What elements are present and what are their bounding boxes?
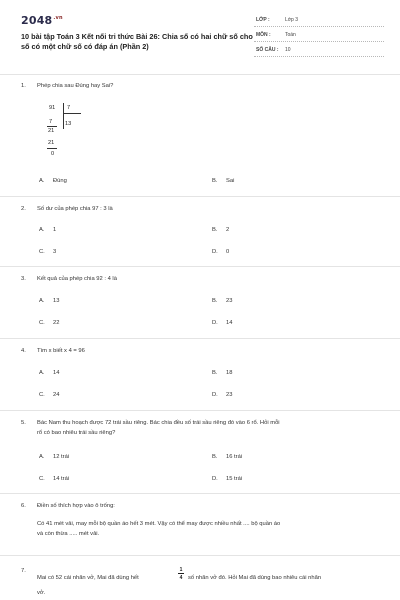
divider xyxy=(0,338,400,339)
question-6-text: Có 41 mét vải, may mỗi bộ quần áo hết 3 mét. Vậy có thể may được nhiều nhất .... bộ quần áo và còn thừa ..... mét vải. xyxy=(37,521,281,537)
fraction-denominator: 4 xyxy=(179,575,183,581)
long-division: 91 7 7 13 21 21 0 xyxy=(47,103,87,165)
fraction-numerator: 1 xyxy=(179,567,183,573)
question-7-text-cont: số nhãn vở đó. Hỏi Mai đã dùng bao nhiêu cái nhãn xyxy=(188,575,322,581)
page-title: 10 bài tập Toán 3 Kết nối tri thức Bài 26: Chia số có hai chữ số cho số có một chữ số có đáp án (Phần 2) xyxy=(21,32,253,51)
divider xyxy=(0,410,400,411)
brand-logo: $2048^{.vn}$ xyxy=(21,14,63,27)
question-7-text: Mai có 52 cái nhãn vở, Mai đã dùng hết xyxy=(37,575,139,581)
divider xyxy=(0,74,400,75)
question-5-text: Bác Nam thu hoạch được 72 trái sầu riêng. Bác chia đều số trái sầu riêng đó vào 6 rổ. Hỏi mỗi rổ có bao nhiêu trái sầu riêng? xyxy=(37,420,280,436)
divider xyxy=(0,196,400,197)
question-7-text-end: vở. xyxy=(37,590,46,596)
divider xyxy=(0,266,400,267)
meta-subject: MÔN : Toán xyxy=(254,30,384,42)
divider xyxy=(0,555,400,556)
meta-question-count: SỐ CÂU : 10 xyxy=(254,45,384,57)
meta-grade: LỚP : Lớp 3 xyxy=(254,15,384,27)
divider xyxy=(0,493,400,494)
worksheet-page: $2048^{.vn}$ 10 bài tập Toán 3 Kết nối tri thức Bài 26: Chia số có hai chữ số cho số có một chữ số có đáp án (Phần 2) LỚP : Lớp 3 MÔN : Toán SỐ CÂU : 10 1. Phép chia sau Đúng hay Sai? 91 7 7 13 21 21 0 A. Đúng B. Sai 2. Số dư của phép chia 97 : 3 là A. 1 B. 2 C. 3 D. 0 3. Kết quả của phép chia 92 : 4 là A. 13 B. 23 C. 22 D. 14 4. Tìm x biết x 4 = 96 A. 14 B. 18 C. 24 D. 23 5. Bác Nam thu hoạch được 72 trái sầu riêng. Bác chia đều số trái sầu riêng đó vào 6 rổ. Hỏi mỗi rổ có bao nhiêu trái sầu riêng? A. 12 trái B. 16 trái C. 14 trái D. 15 trái 6. Điền số thích hợp vào ô trống: Có 41 mét vải, may mỗi bộ quần áo hết 3 mét. Vậy có thể may được nhiều nhất .... bộ quần áo và còn thừa ..... mét vải. 7. Mai có 52 cái nhãn vở, Mai đã dùng hết 1 4 số nhãn vở đó. Hỏi Mai đã dùng bao nhiêu cái nhãn vở. xyxy=(0,0,400,600)
